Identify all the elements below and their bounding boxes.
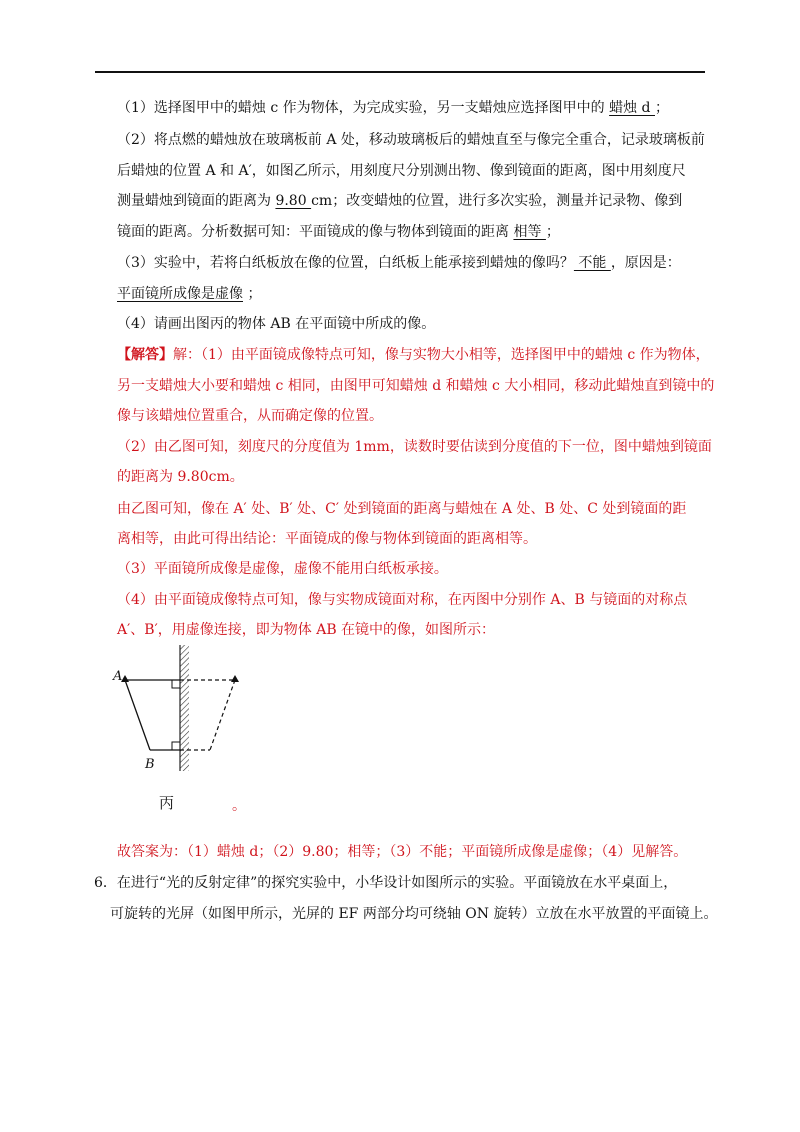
label-b: B	[145, 757, 155, 772]
q4-line-1: （4）请画出图丙的物体 AB 在平面镜中所成的像。	[117, 316, 436, 332]
q2-l3-end: cm；改变蜡烛的位置，进行多次实验，测量并记录物、像到	[311, 193, 683, 209]
solution-tag: 【解答】	[117, 347, 173, 363]
q2-l4-end: ；	[545, 224, 560, 240]
q3-cannot-answer: 不能	[573, 255, 611, 271]
q6-line-1: 6．在进行“光的反射定律”的探究实验中，小华设计如图所示的实验。平面镜放在水平桌面上，	[94, 875, 678, 891]
q3-reason-answer: 平面镜所成像是虚像	[117, 286, 243, 302]
mirror-image-figure	[110, 640, 260, 780]
q6-line-2: 可旋转的光屏（如图甲所示，光屏的 EF 两部分均可绕轴 ON 旋转）立放在水平放置的平面镜上。	[110, 906, 718, 922]
answer-summary: 故答案为：（1）蜡烛 d；（2）9.80；相等；（3）不能；平面镜所成像是虚像；（4）见解答。	[117, 844, 688, 860]
q2-line-2: 后蜡烛的位置 A 和 A′，如图乙所示，用刻度尺分别测出物、像到镜面的距离，图中用刻度尺	[117, 163, 686, 179]
header-rule	[95, 71, 705, 73]
solution-line-10: A′、B′，用虚像连接，即为物体 AB 在镜中的像，如图所示：	[117, 622, 496, 638]
solution-line-1	[117, 345, 710, 365]
q3-l1-text: （3）实验中，若将白纸板放在像的位置，白纸板上能承接到蜡烛的像吗？	[117, 255, 574, 271]
solution-l1-text: 解：（1）由平面镜成像特点可知，像与实物大小相等，选择图甲中的蜡烛 c 作为物体，	[173, 347, 710, 363]
image-ab	[210, 680, 235, 750]
q3-l1-end: ，原因是：	[610, 255, 681, 271]
arrow-a-prime	[231, 675, 239, 682]
solution-line-2: 另一支蜡烛大小要和蜡烛 c 相同，由图甲可知蜡烛 d 和蜡烛 c 大小相同，移动此蜡烛直到镜中的	[117, 378, 715, 394]
solution-line-3: 像与该蜡烛位置重合，从而确定像的位置。	[117, 408, 383, 424]
label-a: A	[113, 669, 123, 684]
q1-text: （1）选择图甲中的蜡烛 c 作为物体，为完成实验，另一支蜡烛应选择图甲中的	[117, 100, 610, 116]
solution-line-8: （3）平面镜所成像是虚像，虚像不能用白纸板承接。	[117, 561, 448, 577]
q1-line	[117, 98, 669, 118]
solution-line-6: 由乙图可知，像在 A′ 处、B′ 处、C′ 处到镜面的距离与蜡烛在 A 处、B 处、C 处到镜面的距	[117, 501, 687, 517]
figure-end-dot: 。	[232, 798, 246, 814]
q2-line-1: （2）将点燃的蜡烛放在玻璃板前 A 处，移动玻璃板后的蜡烛直至与像完全重合，记录玻璃板前	[117, 132, 705, 148]
q2-line-3	[117, 191, 682, 211]
figure-caption: 丙	[159, 794, 175, 812]
q2-line-4	[117, 222, 560, 242]
right-angle-b	[172, 742, 180, 750]
q3-l2-end: ；	[243, 286, 262, 302]
right-angle-a	[172, 680, 180, 688]
q3-line-2	[117, 284, 261, 304]
mirror-hatching	[180, 645, 189, 771]
solution-line-5: 的距离为 9.80cm。	[117, 469, 244, 485]
q1-answer: 蜡烛 d	[609, 100, 655, 116]
object-ab	[125, 680, 150, 750]
q2-l4-text: 镜面的距离。分析数据可知：平面镜成的像与物体到镜面的距离	[117, 224, 514, 240]
q3-line-1	[117, 253, 681, 273]
q2-distance-answer: 9.80	[275, 193, 312, 209]
solution-line-4: （2）由乙图可知，刻度尺的分度值为 1mm，读数时要估读到分度值的下一位，图中蜡烛到镜面	[117, 439, 712, 455]
q2-l3-text: 测量蜡烛到镜面的距离为	[117, 193, 276, 209]
q1-end: ；	[654, 100, 669, 116]
q2-equal-answer: 相等	[513, 224, 546, 240]
solution-line-9: （4）由平面镜成像特点可知，像与实物成镜面对称，在丙图中分别作 A、B 与镜面的对称点	[117, 592, 688, 608]
solution-line-7: 离相等，由此可得出结论：平面镜成的像与物体到镜面的距离相等。	[117, 531, 537, 547]
